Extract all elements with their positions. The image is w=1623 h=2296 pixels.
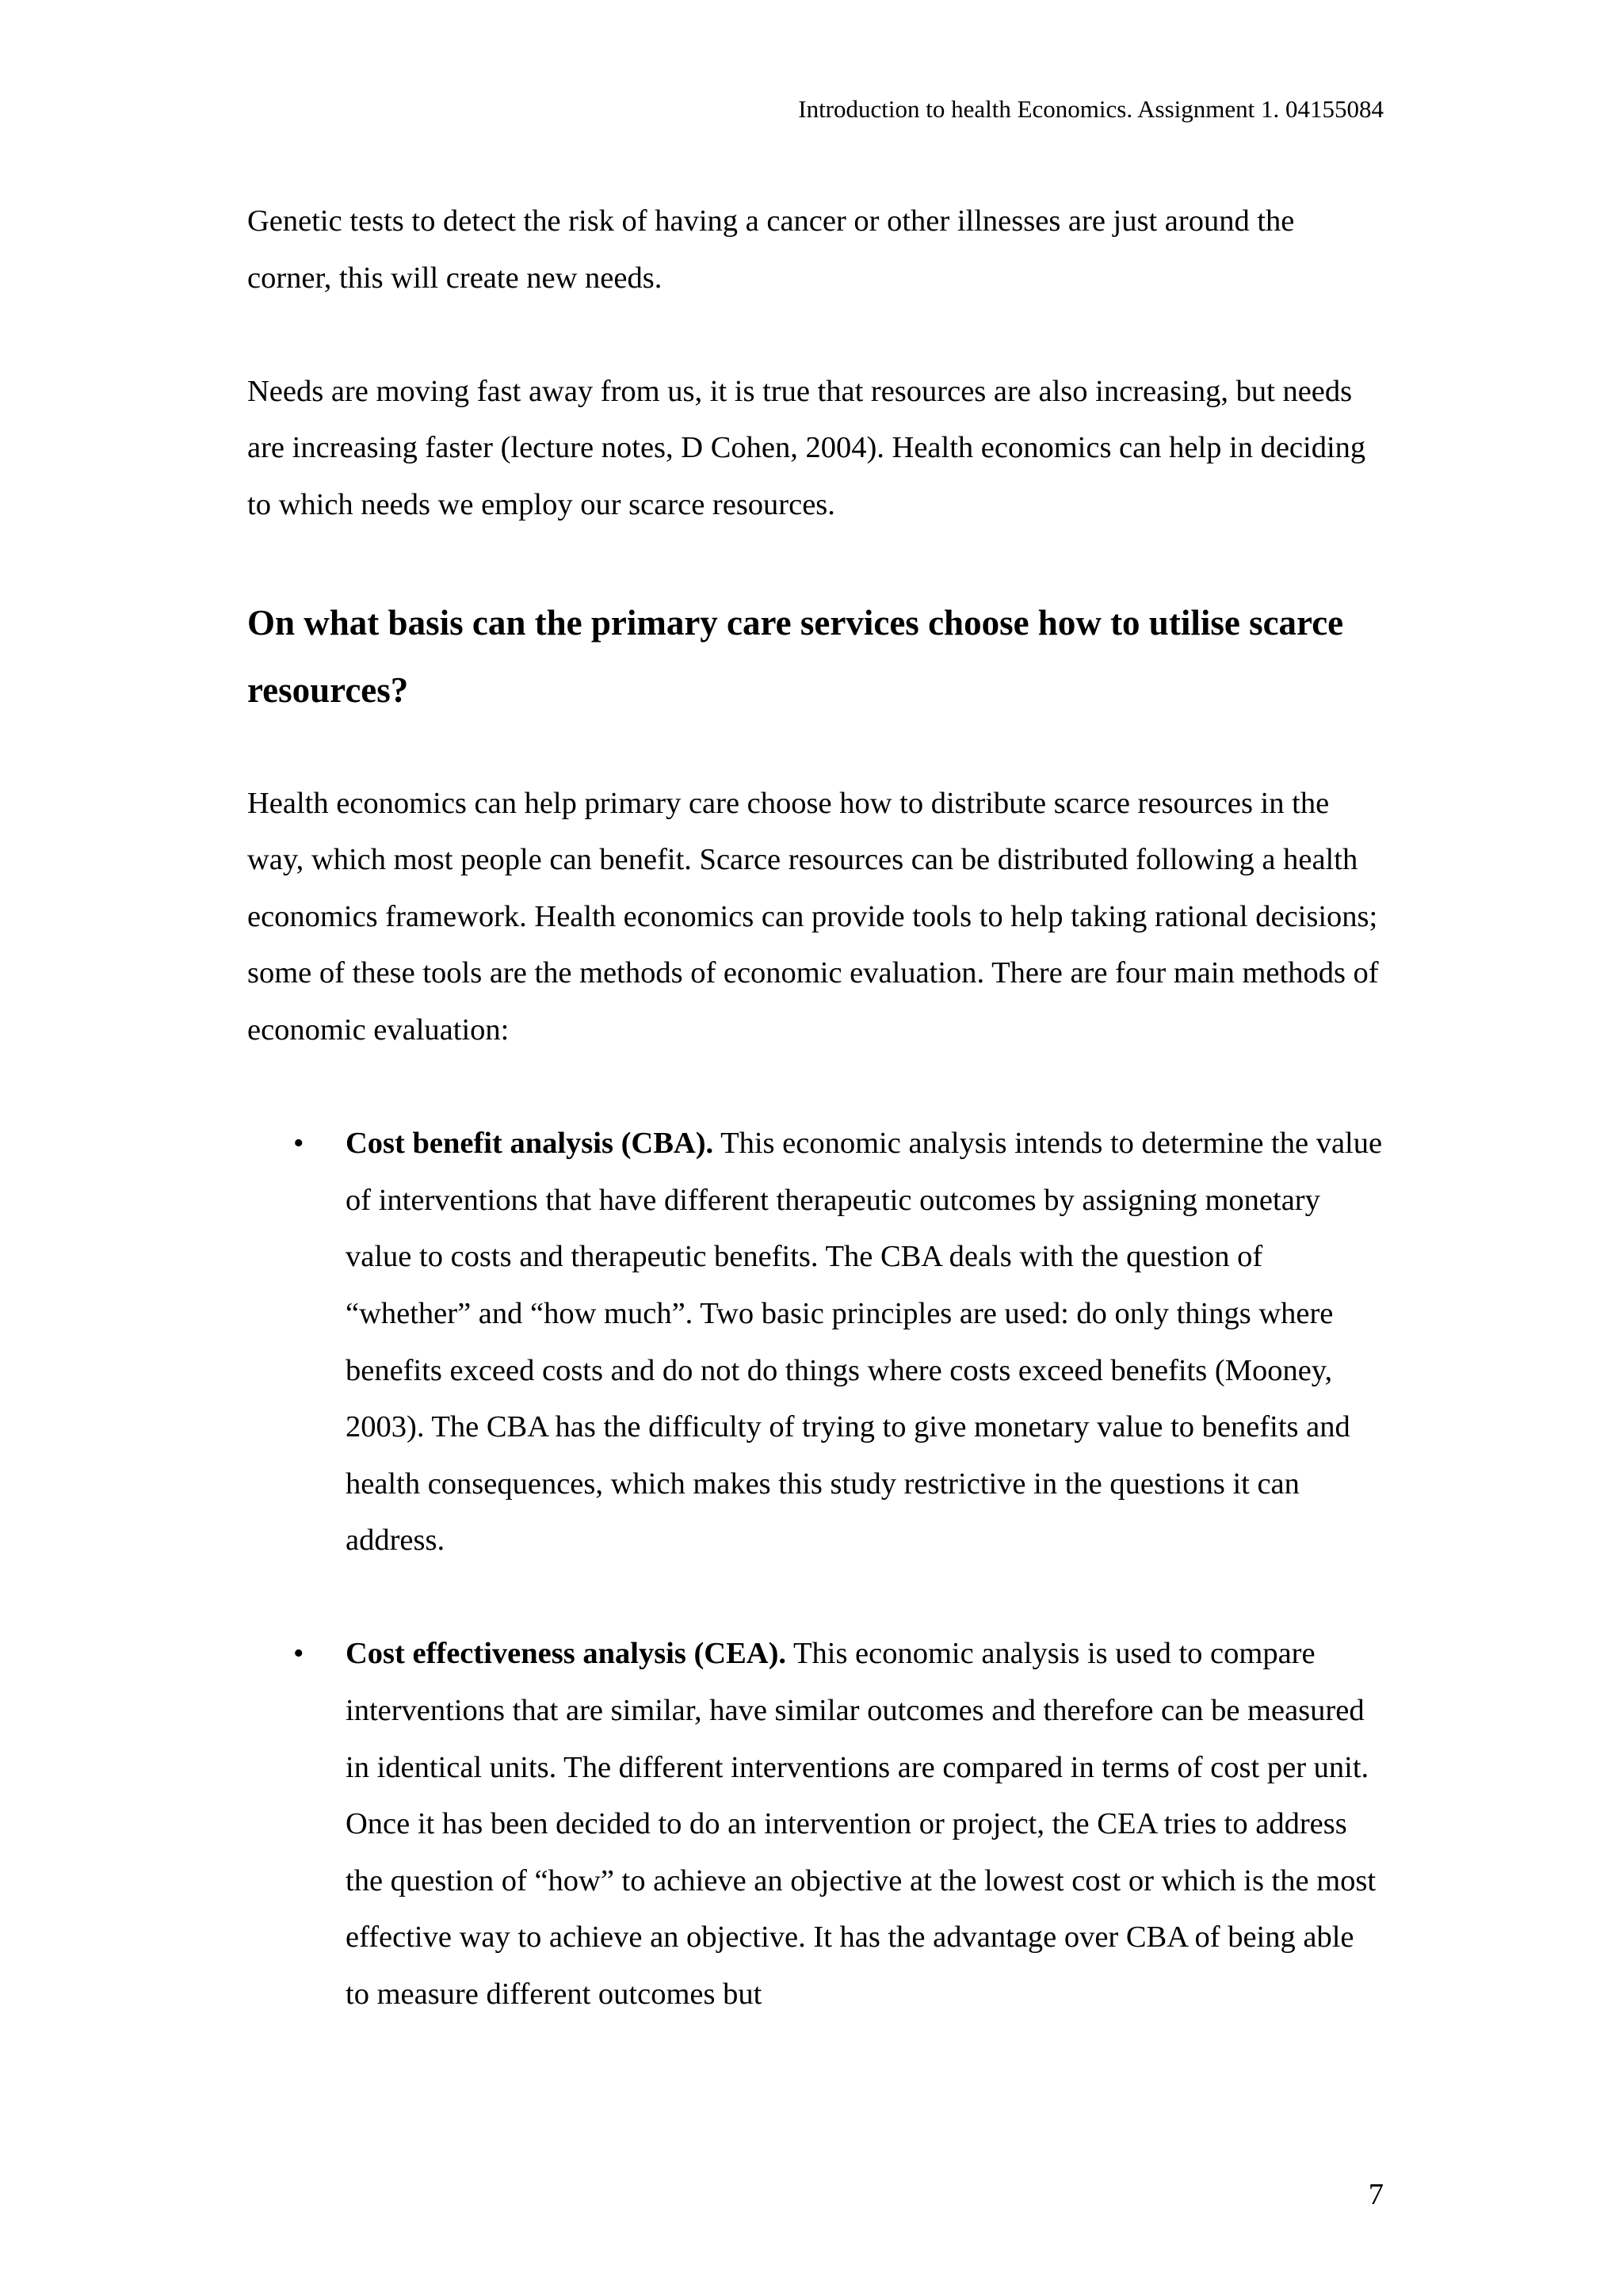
paragraph-genetic-tests: Genetic tests to detect the risk of having a cancer or other illnesses are just around the corner, this will create new needs. — [247, 204, 1295, 295]
method-description: This economic analysis intends to determine the value of interventions that have different therapeutic outcomes by assigning monetary value to costs and therapeutic benefits. The CBA deals with the question of “whether” and “how much”. Two basic principles are used: do only things where benefits exceed costs and do not do things where costs exceed benefits (Mooney, 2003). The CBA has the difficulty of trying to give monetary value to benefits and health consequences, which makes this study restrictive in the questions it can address. — [346, 1127, 1383, 1558]
paragraph-needs: Needs are moving fast away from us, it is true that resources are also increasing, but needs are increasing faster (lecture notes, D Cohen, 2004). Health economics can help in deciding to which needs we employ our scarce resources. — [247, 374, 1366, 521]
page-number: 7 — [1368, 2178, 1384, 2211]
page-body — [247, 193, 1385, 2023]
bullet-icon: • — [293, 1127, 304, 1161]
list-item-cea — [247, 1626, 1385, 2023]
methods-list — [247, 1116, 1385, 2023]
paragraph-health-economics: Health economics can help primary care choose how to distribute scarce resources in the way, which most people can benefit. Scarce resources can be distributed following a health economics framework. Health economics can provide tools to help taking rational decisions; some of these tools are the methods of economic evaluation. There are four main methods of economic evaluation: — [247, 786, 1379, 1047]
list-item-cba — [247, 1116, 1385, 1569]
running-header: Introduction to health Economics. Assignment 1. 04155084 — [798, 95, 1384, 123]
bullet-icon: • — [293, 1637, 304, 1671]
method-term: Cost benefit analysis (CBA). — [346, 1127, 714, 1161]
method-term: Cost effectiveness analysis (CEA). — [346, 1637, 787, 1671]
method-description: This economic analysis is used to compare interventions that are similar, have similar outcomes and therefore can be measured in identical units. The different interventions are compared in terms of cost per unit. Once it has been decided to do an intervention or project, the CEA tries to address the question of “how” to achieve an objective at the lowest cost or which is the most effective way to achieve an objective. It has the advantage over CBA of being able to measure different outcomes but — [346, 1637, 1377, 2012]
section-heading: On what basis can the primary care services choose how to utilise scarce resources? — [247, 602, 1344, 710]
